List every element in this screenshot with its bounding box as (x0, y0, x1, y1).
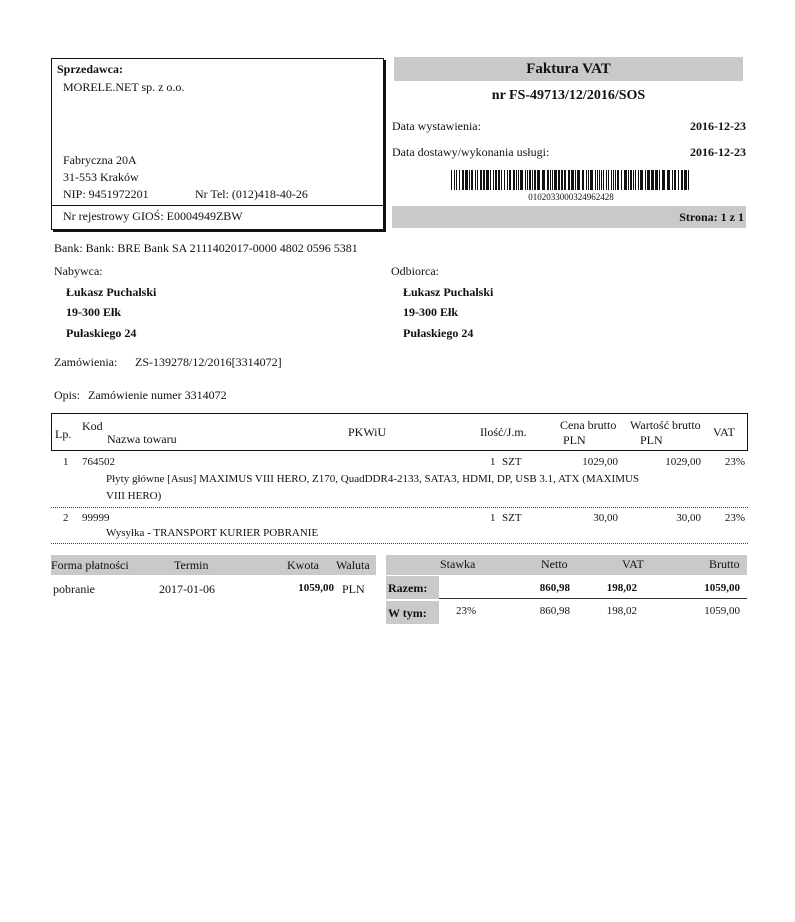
razem-label: Razem: (388, 581, 428, 595)
bank-account: Bank: Bank: BRE Bank SA 2111402017-0000 4802 0596 5381 (54, 241, 358, 255)
seller-gios: Nr rejestrowy GIOŚ: E0004949ZBW (63, 209, 243, 223)
item-2-name: Wysyłka - TRANSPORT KURIER POBRANIE (106, 527, 319, 539)
razem-label-cell (386, 576, 439, 599)
totals-table-header (386, 555, 747, 575)
recipient-label: Odbiorca: (391, 264, 439, 278)
tot-col-net: Netto (541, 557, 568, 571)
issue-date-label: Data wystawienia: (392, 119, 481, 133)
razem-net: 860,98 (539, 582, 570, 594)
buyer-city: 19-300 Ełk (66, 305, 122, 319)
tot-col-vat: VAT (622, 557, 644, 571)
pay-col-term: Termin (174, 558, 209, 572)
invoice-title: Faktura VAT (526, 61, 611, 77)
pay-col-amount: Kwota (287, 558, 319, 572)
col-value-unit: PLN (640, 433, 663, 447)
seller-city: 31-553 Kraków (63, 170, 139, 184)
item-1-lp: 1 (63, 456, 69, 468)
payment-table-header (51, 555, 376, 575)
col-name: Nazwa towaru (107, 432, 177, 446)
item-2-value: 30,00 (676, 512, 701, 524)
delivery-date: 2016-12-23 (690, 145, 746, 159)
item-1-qty: 1 (490, 456, 496, 468)
item-2-kod: 99999 (82, 512, 110, 524)
payment-term: 2017-01-06 (159, 582, 215, 596)
wtym-rate: 23% (456, 605, 477, 617)
razem-vat: 198,02 (606, 582, 637, 594)
row-separator (51, 507, 748, 508)
item-2-vat: 23% (724, 512, 745, 524)
barcode-image (451, 170, 691, 190)
item-1-vat: 23% (724, 456, 745, 468)
invoice-title-bar (394, 57, 743, 81)
col-lp: Lp. (55, 427, 72, 441)
col-price: Cena brutto (560, 418, 617, 432)
tot-col-gross: Brutto (709, 557, 740, 571)
page-counter: Strona: 1 z 1 (679, 210, 744, 224)
item-1-value: 1029,00 (665, 456, 701, 468)
seller-divider (52, 205, 383, 206)
wtym-gross: 1059,00 (704, 605, 740, 617)
buyer-street: Pułaskiego 24 (66, 326, 137, 340)
tot-col-rate: Stawka (440, 557, 476, 571)
wtym-net: 860,98 (539, 605, 570, 617)
seller-label: Sprzedawca: (57, 62, 123, 76)
seller-street: Fabryczna 20A (63, 153, 137, 167)
col-pkwiu: PKWiU (348, 425, 387, 439)
row-separator (51, 543, 748, 544)
description-value: Zamówienie numer 3314072 (88, 388, 227, 402)
pay-col-currency: Waluta (336, 558, 370, 572)
invoice-number: nr FS-49713/12/2016/SOS (491, 88, 646, 103)
payment-currency: PLN (342, 582, 365, 596)
col-qty: Ilość/J.m. (480, 425, 527, 439)
totals-divider (439, 598, 747, 599)
item-2-unit: SZT (502, 512, 522, 524)
item-1-unit: SZT (502, 456, 522, 468)
buyer-name: Łukasz Puchalski (66, 285, 157, 299)
delivery-date-label: Data dostawy/wykonania usługi: (392, 145, 550, 159)
issue-date: 2016-12-23 (690, 119, 746, 133)
pay-col-form: Forma płatności (51, 558, 129, 572)
item-1-price: 1029,00 (582, 456, 618, 468)
recipient-city: 19-300 Ełk (403, 305, 459, 319)
wtym-vat: 198,02 (606, 605, 637, 617)
recipient-street: Pułaskiego 24 (403, 326, 474, 340)
razem-gross: 1059,00 (704, 582, 740, 594)
items-table-header (51, 413, 748, 451)
seller-name: MORELE.NET sp. z o.o. (63, 80, 185, 94)
item-2-price: 30,00 (593, 512, 618, 524)
recipient-name: Łukasz Puchalski (403, 285, 494, 299)
payment-amount: 1059,00 (298, 582, 334, 594)
page-counter-bar (392, 206, 746, 228)
wtym-label-cell (386, 601, 439, 624)
col-value: Wartość brutto (630, 418, 701, 432)
order-number: ZS-139278/12/2016[3314072] (135, 355, 282, 369)
col-vat: VAT (713, 425, 735, 439)
wtym-label: W tym: (388, 606, 427, 620)
order-label: Zamówienia: (54, 355, 118, 369)
seller-tel: Nr Tel: (012)418-40-26 (195, 187, 308, 201)
col-price-unit: PLN (563, 433, 586, 447)
buyer-label: Nabywca: (54, 264, 103, 278)
item-1-name-cont: VIII HERO) (106, 490, 162, 502)
barcode-number: 0102033000324962428 (528, 192, 614, 202)
item-1-kod: 764502 (82, 456, 115, 468)
item-1-name: Płyty główne [Asus] MAXIMUS VIII HERO, Z170, QuadDDR4-2133, SATA3, HDMI, DP, USB 3.1, ATX (MAXIMUS (106, 473, 640, 485)
col-kod: Kod (82, 419, 103, 433)
seller-nip: NIP: 9451972201 (63, 187, 149, 201)
item-2-lp: 2 (63, 512, 69, 524)
seller-box (51, 58, 384, 230)
item-2-qty: 1 (490, 512, 496, 524)
description-label: Opis: (54, 388, 81, 402)
payment-form: pobranie (53, 582, 95, 596)
